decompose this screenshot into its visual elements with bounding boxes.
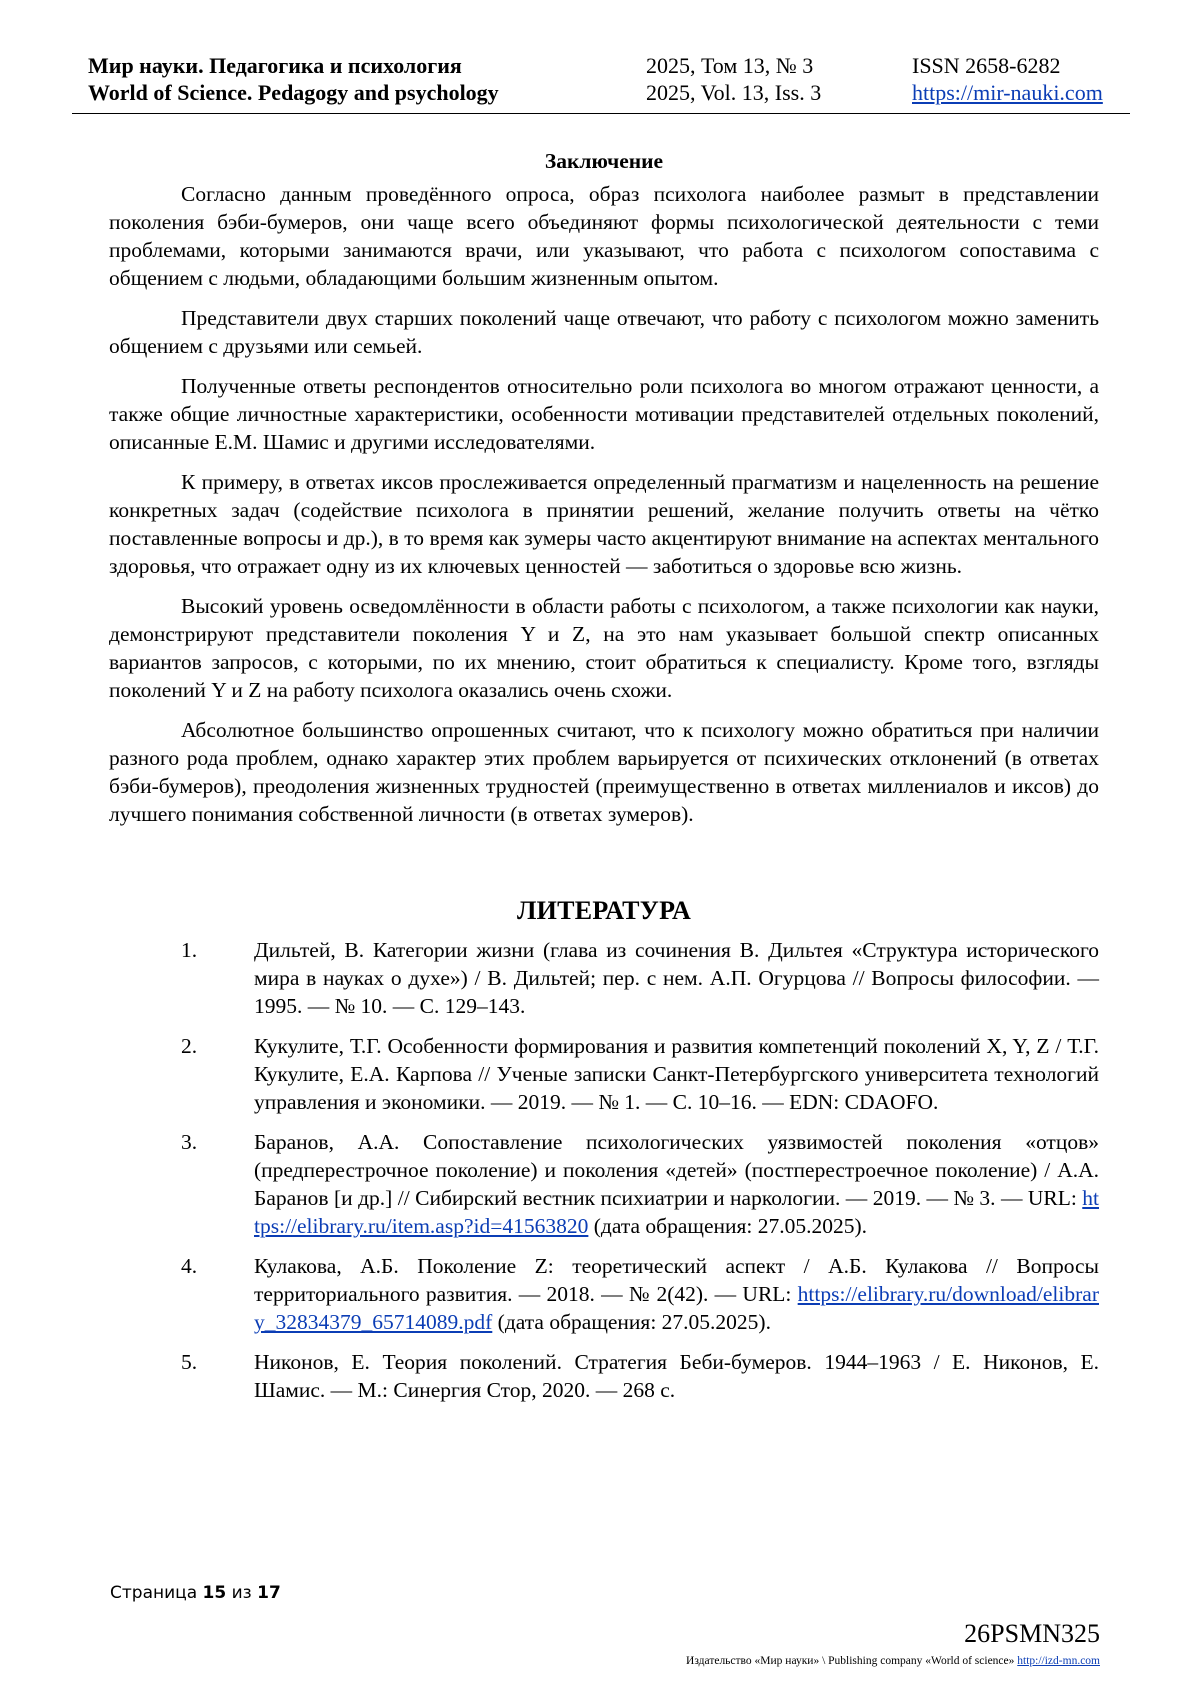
publisher-link[interactable]: http://izd-mn.com [1017,1655,1100,1667]
reference-item [109,1128,1099,1240]
header-row-en [88,79,1116,106]
conclusion-paragraph: Представители двух старших поколений чаще отвечают, что работу с психологом можно заменить общением с друзьями или семьей. [109,306,1099,358]
conclusion-title: Заключение [544,149,664,173]
reference-number: 5. [181,1350,198,1374]
journal-site-link[interactable]: https://mir-nauki.com [912,80,1103,105]
reference-link[interactable]: https://elibrary.ru/item.asp?id=41563820 [254,1186,1099,1238]
reference-number: 3. [181,1130,198,1154]
issue-en: 2025, Vol. 13, Iss. 3 [646,80,822,105]
reference-text: Дильтей, В. Категории жизни (глава из сочинения В. Дильтея «Структура исторического мира в науках о духе») / В. Дильтей; пер. с нем. А.П. Огурцова // Вопросы философии. — 1995. — № 10. — С. 129–143. [254,938,1099,1018]
reference-number: 4. [181,1254,198,1278]
reference-item [109,1032,1099,1116]
total-pages: 17 [257,1583,281,1603]
reference-text: Кулакова, А.Б. Поколение Z: теоретический аспект / А.Б. Кулакова // Вопросы территориального развития. — 2018. — № 2(42). — URL: https://elibrary.ru/download/elibrary_32834379_65714089.pdf (дата обращения: 27.05.2025). [254,1254,1099,1334]
conclusion-paragraph: Абсолютное большинство опрошенных считают, что к психологу можно обратиться при наличии разного рода проблем, однако характер этих проблем варьируется от психических отклонений (в ответах бэби-бумеров), преодоления жизненных трудностей (преимущественно в ответах миллениалов и иксов) до лучшего понимания собственной личности (в ответах зумеров). [109,718,1099,826]
conclusion-paragraph: Полученные ответы респондентов относительно роли психолога во многом отражают ценности, а также общие личностные характеристики, особенности мотивации представителей отдельных поколений, описанные Е.М. Шамис и другими исследователями. [109,374,1099,454]
header-row-ru [88,52,1116,79]
main-content [109,148,1099,1416]
reference-number: 1. [181,938,198,962]
conclusion-paragraph: Согласно данным проведённого опроса, образ психолога наиболее размыт в представлении поколения бэби-бумеров, они чаще всего объединяют формы психологической деятельности с теми проблемами, которыми занимаются врачи, или указывают, что работа с психологом сопоставима с общением с людьми, обладающими большим жизненным опытом. [109,182,1099,290]
reference-item [109,1348,1099,1404]
journal-title-ru: Мир науки. Педагогика и психология [88,53,462,78]
journal-title-en: World of Science. Pedagogy and psychology [88,80,499,105]
current-page: 15 [202,1583,227,1603]
reference-number: 2. [181,1034,198,1058]
reference-text: Никонов, Е. Теория поколений. Стратегия Беби-бумеров. 1944–1963 / Е. Никонов, Е. Шамис. — М.: Синергия Стор, 2020. — 268 с. [254,1350,1099,1402]
publisher-line: Издательство «Мир науки» \ Publishing company «World of science» http://izd-mn.com [686,1655,1100,1667]
reference-text: Кукулите, Т.Г. Особенности формирования и развития компетенций поколений X, Y, Z / Т.Г. Кукулите, Е.А. Карпова // Ученые записки Санкт-Петербургского университета технологий управления и экономики. — 2019. — № 1. — С. 10–16. — EDN: CDAOFO. [254,1034,1099,1114]
conclusion-paragraph: К примеру, в ответах иксов прослеживается определенный прагматизм и нацеленность на решение конкретных задач (содействие психолога в принятии решений, желание получить ответы на чётко поставленные вопросы и др.), в то время как зумеры часто акцентируют внимание на аспектах ментального здоровья, что отражает одну из их ключевых ценностей — заботиться о здоровье всю жизнь. [109,470,1099,578]
article-code: 26PSMN325 [964,1619,1100,1648]
journal-header [88,52,1116,106]
issue-ru: 2025, Том 13, № 3 [646,53,814,78]
conclusion-paragraph: Высокий уровень осведомлённости в области работы с психологом, а также психологии как науки, демонстрируют представители поколения Y и Z, на это нам указывает большой спектр описанных вариантов запросов, с которыми, по их мнению, стоит обратиться к специалисту. Кроме того, взгляды поколений Y и Z на работу психолога оказались очень схожи. [109,594,1099,702]
header-divider [72,113,1130,114]
references-title: ЛИТЕРАТУРА [516,896,692,925]
reference-item [109,936,1099,1020]
page-counter: Страница 15 из 17 [110,1583,281,1603]
reference-item [109,1252,1099,1336]
reference-text: Баранов, А.А. Сопоставление психологических уязвимостей поколения «отцов» (предперестрочное поколение) и поколения «детей» (постперестроечное поколение) / А.А. Баранов [и др.] // Сибирский вестник психиатрии и наркологии. — 2019. — № 3. — URL: https://elibrary.ru/item.asp?id=41563820 (дата обращения: 27.05.2025). [254,1130,1099,1238]
issn: ISSN 2658-6282 [912,53,1061,78]
reference-link[interactable]: https://elibrary.ru/download/elibrary_32834379_65714089.pdf [254,1282,1099,1334]
